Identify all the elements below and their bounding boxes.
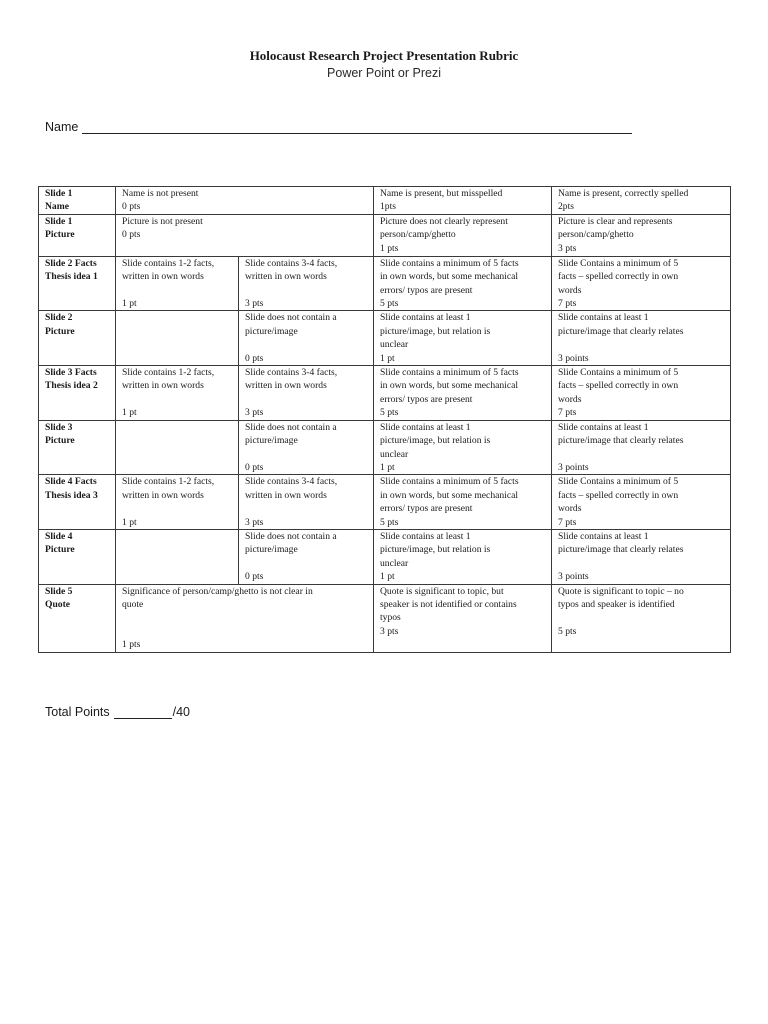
rubric-row-label: Slide 5 Quote xyxy=(39,584,116,652)
rubric-cell: Slide Contains a minimum of 5 facts – spelled correctly in own words 7 pts xyxy=(552,256,731,311)
rubric-row xyxy=(39,311,731,366)
total-points-max: /40 xyxy=(172,705,191,719)
rubric-row-label: Slide 4 Facts Thesis idea 3 xyxy=(39,475,116,530)
rubric-row xyxy=(39,584,731,652)
rubric-cell: Slide contains 1-2 facts, written in own words 1 pt xyxy=(116,256,239,311)
rubric-cell: Slide does not contain a picture/image 0 pts xyxy=(239,529,374,584)
rubric-cell: Slide contains at least 1 picture/image that clearly relates 3 points xyxy=(552,529,731,584)
rubric-cell xyxy=(116,420,239,475)
name-blank-line[interactable] xyxy=(82,121,632,134)
rubric-row xyxy=(39,420,731,475)
rubric-cell: Slide contains at least 1 picture/image that clearly relates 3 points xyxy=(552,420,731,475)
rubric-cell: Slide Contains a minimum of 5 facts – spelled correctly in own words 7 pts xyxy=(552,475,731,530)
name-label: Name xyxy=(45,120,79,134)
rubric-cell: Name is present, correctly spelled 2pts xyxy=(552,187,731,215)
rubric-cell: Slide contains 1-2 facts, written in own words 1 pt xyxy=(116,366,239,421)
rubric-cell: Slide contains 1-2 facts, written in own words 1 pt xyxy=(116,475,239,530)
rubric-row xyxy=(39,475,731,530)
rubric-row-label: Slide 2 Facts Thesis idea 1 xyxy=(39,256,116,311)
rubric-cell: Slide contains 3-4 facts, written in own words 3 pts xyxy=(239,475,374,530)
rubric-cell xyxy=(116,311,239,366)
rubric-row-label: Slide 1 Name xyxy=(39,187,116,215)
rubric-cell: Slide contains a minimum of 5 facts in own words, but some mechanical errors/ typos are present 5 pts xyxy=(374,256,552,311)
total-points-row xyxy=(45,705,190,719)
rubric-row-label: Slide 3 Facts Thesis idea 2 xyxy=(39,366,116,421)
rubric-cell: Slide contains at least 1 picture/image, but relation is unclear 1 pt xyxy=(374,311,552,366)
rubric-cell: Picture does not clearly represent person/camp/ghetto 1 pts xyxy=(374,214,552,256)
name-field-row xyxy=(45,120,632,134)
rubric-row-label: Slide 3 Picture xyxy=(39,420,116,475)
rubric-cell: Picture is clear and represents person/camp/ghetto 3 pts xyxy=(552,214,731,256)
rubric-cell: Quote is significant to topic – no typos and speaker is identified 5 pts xyxy=(552,584,731,652)
rubric-table xyxy=(38,186,731,653)
rubric-row-label: Slide 2 Picture xyxy=(39,311,116,366)
rubric-cell: Name is present, but misspelled 1pts xyxy=(374,187,552,215)
rubric-cell: Slide contains 3-4 facts, written in own words 3 pts xyxy=(239,366,374,421)
rubric-row xyxy=(39,256,731,311)
rubric-cell: Slide does not contain a picture/image 0 pts xyxy=(239,311,374,366)
rubric-body xyxy=(39,187,731,653)
rubric-row-label: Slide 4 Picture xyxy=(39,529,116,584)
rubric-row xyxy=(39,187,731,215)
rubric-row xyxy=(39,529,731,584)
rubric-row xyxy=(39,214,731,256)
rubric-cell: Name is not present 0 pts xyxy=(116,187,374,215)
rubric-cell: Slide Contains a minimum of 5 facts – spelled correctly in own words 7 pts xyxy=(552,366,731,421)
rubric-cell: Slide contains a minimum of 5 facts in own words, but some mechanical errors/ typos are present 5 pts xyxy=(374,366,552,421)
rubric-cell: Quote is significant to topic, but speaker is not identified or contains typos 3 pts xyxy=(374,584,552,652)
rubric-cell: Slide does not contain a picture/image 0 pts xyxy=(239,420,374,475)
rubric-cell xyxy=(116,529,239,584)
rubric-cell: Slide contains 3-4 facts, written in own words 3 pts xyxy=(239,256,374,311)
rubric-row xyxy=(39,366,731,421)
rubric-cell: Slide contains at least 1 picture/image, but relation is unclear 1 pt xyxy=(374,529,552,584)
rubric-row-label: Slide 1 Picture xyxy=(39,214,116,256)
rubric-cell: Picture is not present 0 pts xyxy=(116,214,374,256)
rubric-cell: Slide contains at least 1 picture/image, but relation is unclear 1 pt xyxy=(374,420,552,475)
rubric-cell: Slide contains at least 1 picture/image that clearly relates 3 points xyxy=(552,311,731,366)
total-points-blank[interactable] xyxy=(114,706,172,719)
total-points-label: Total Points xyxy=(45,705,110,719)
rubric-cell: Significance of person/camp/ghetto is not clear in quote 1 pts xyxy=(116,584,374,652)
page-title: Holocaust Research Project Presentation Rubric xyxy=(249,48,519,63)
rubric-cell: Slide contains a minimum of 5 facts in own words, but some mechanical errors/ typos are present 5 pts xyxy=(374,475,552,530)
page-subtitle: Power Point or Prezi xyxy=(327,66,441,80)
